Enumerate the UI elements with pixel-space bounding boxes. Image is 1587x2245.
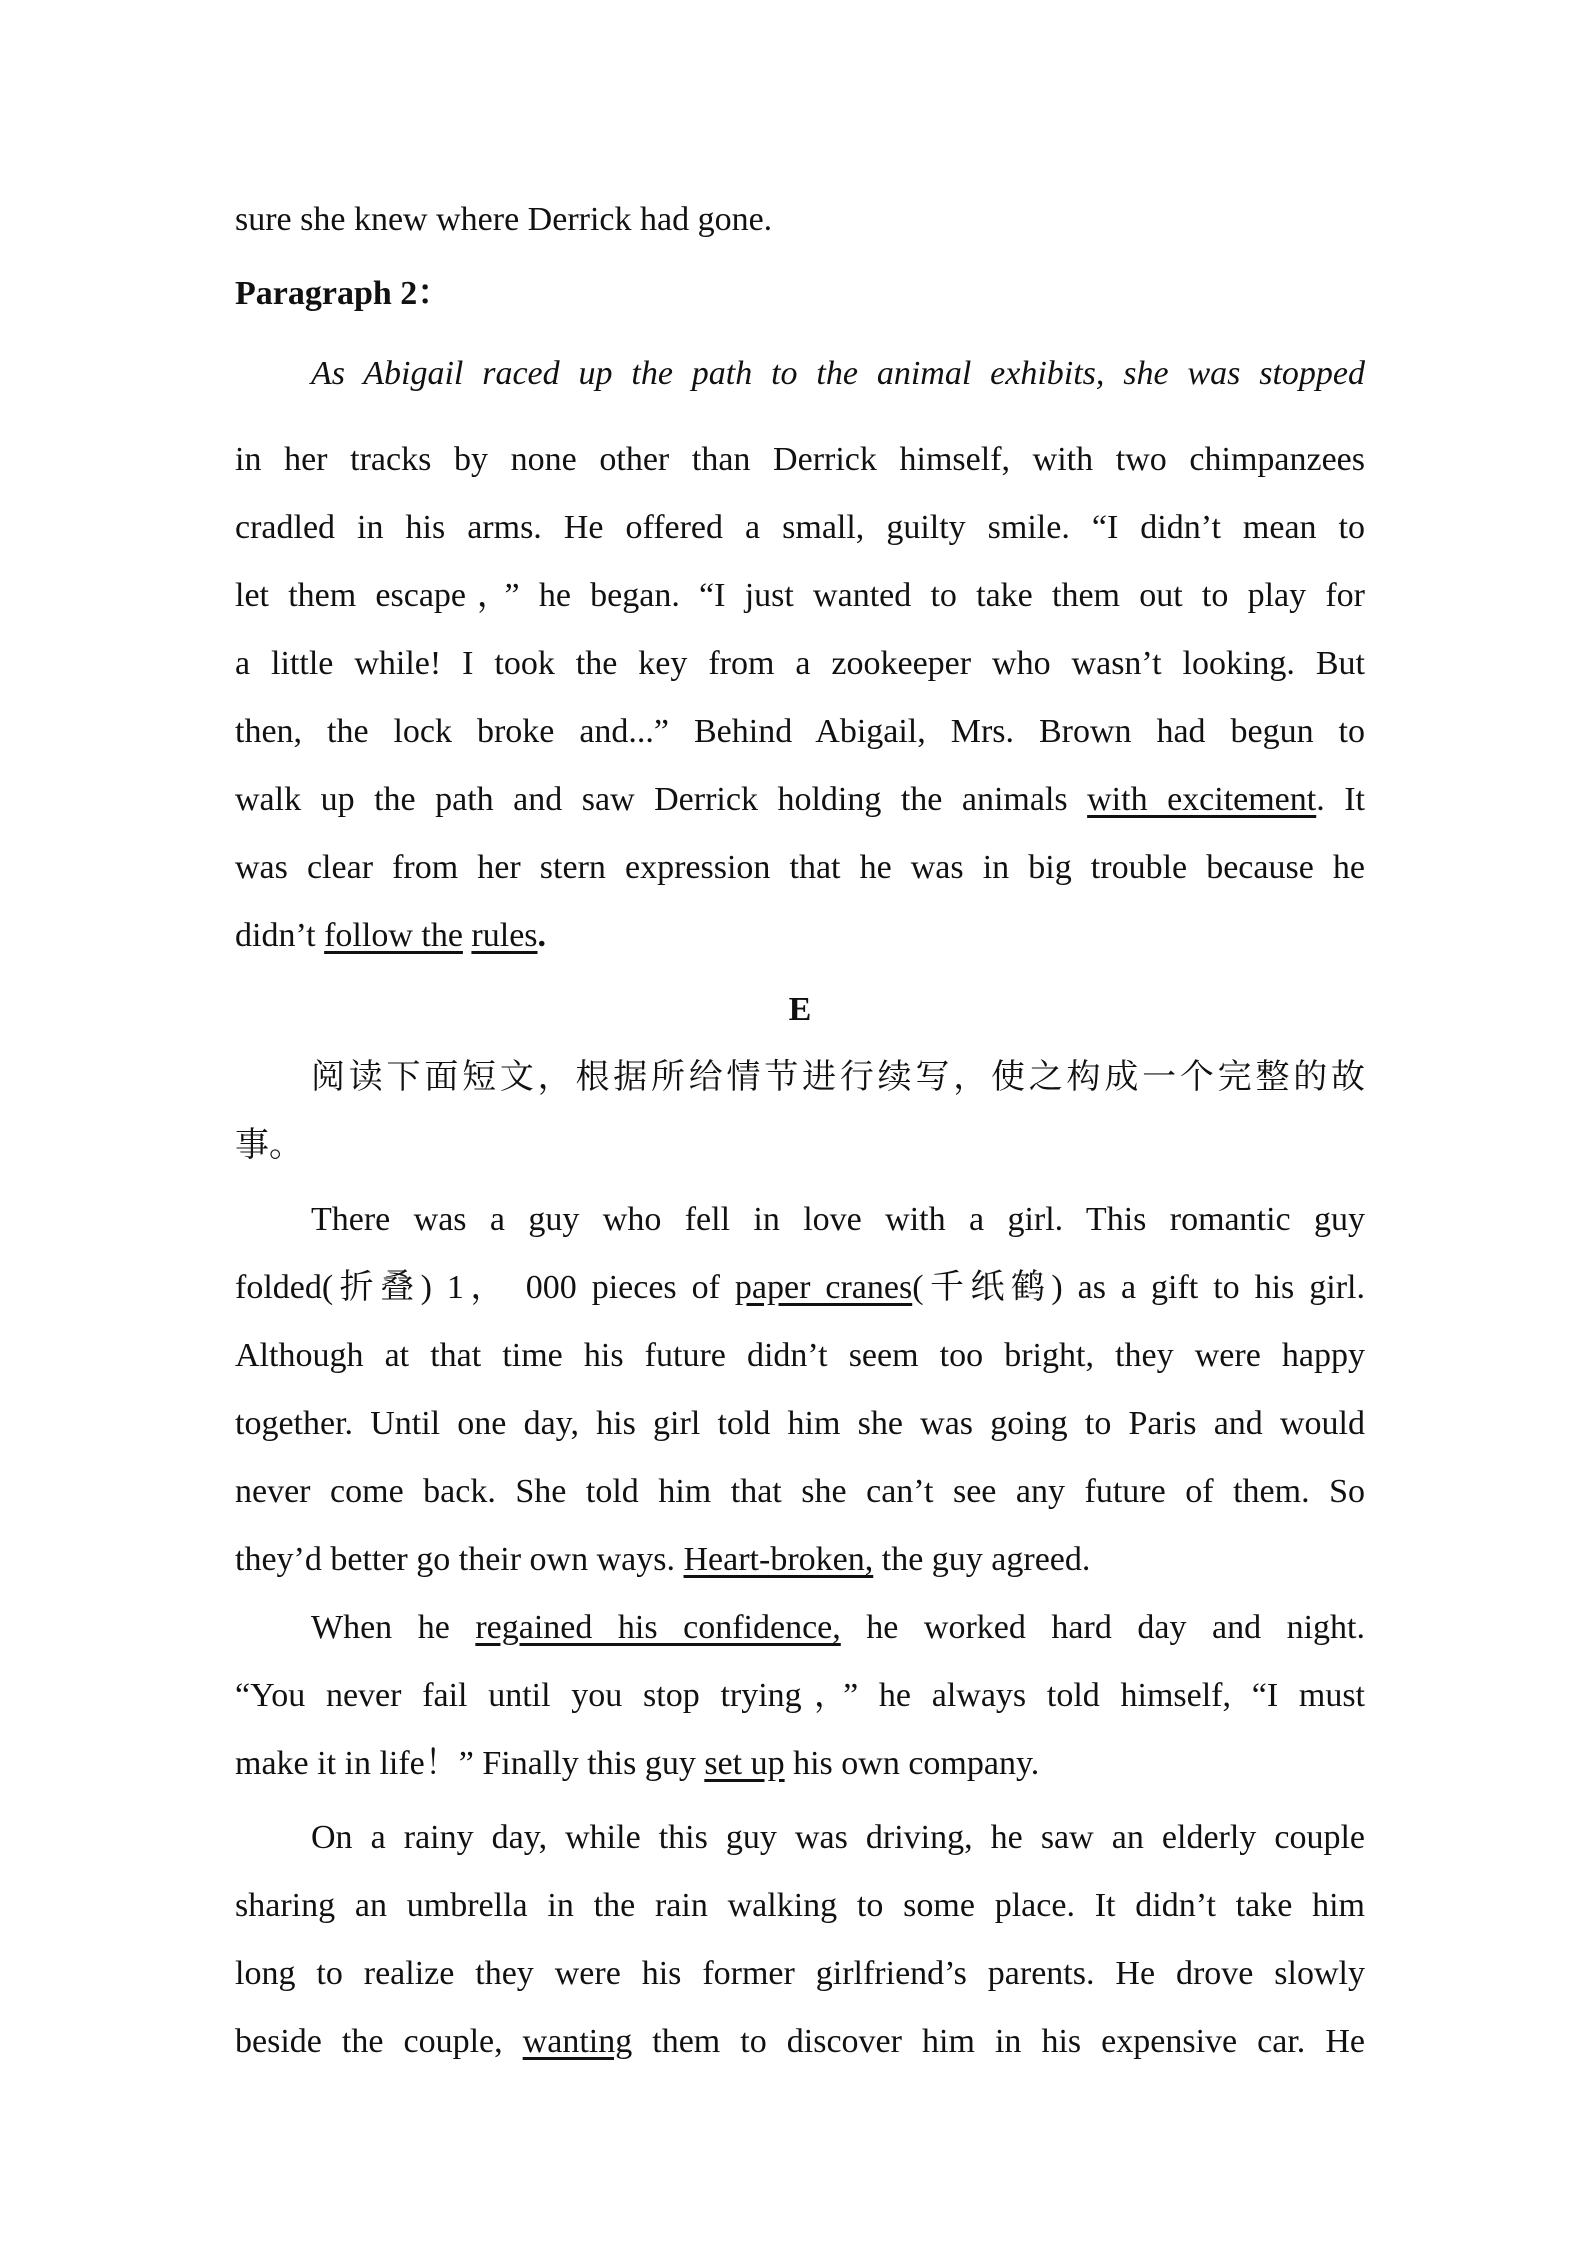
document-body xyxy=(235,186,1365,2076)
text-segment: folded(折叠) 1， 000 pieces of xyxy=(235,1269,735,1306)
text-segment: . It xyxy=(1316,781,1365,818)
text-line: let them escape，” he began. “I just wanted to take them out to play for xyxy=(235,577,1365,614)
underlined-phrase: with excitement xyxy=(1087,781,1317,818)
text-segment: walk up the path and saw Derrick holding the animals xyxy=(235,781,1088,818)
text-line xyxy=(235,902,1365,970)
text-line: together. Until one day, his girl told him she was going to Paris and would xyxy=(235,1405,1365,1442)
text-line: then, the lock broke and...” Behind Abigail, Mrs. Brown had begun to xyxy=(235,713,1365,750)
underlined-phrase: regained his confidence, xyxy=(475,1609,841,1646)
text-segment: he worked hard day and night. xyxy=(840,1609,1365,1646)
underlined-phrase: follow the xyxy=(324,917,463,954)
underlined-phrase: wanting xyxy=(522,2023,633,2060)
text-line xyxy=(235,1594,1365,1662)
underlined-phrase: paper cranes xyxy=(734,1269,913,1306)
text-line xyxy=(235,1526,1365,1594)
text-line: Although at that time his future didn’t seem too bright, they were happy xyxy=(235,1337,1365,1374)
text-line: sharing an umbrella in the rain walking to some place. It didn’t take him xyxy=(235,1887,1365,1924)
text-line: was clear from her stern expression that he was in big trouble because he xyxy=(235,849,1365,886)
text-segment: didn’t xyxy=(235,917,325,954)
text-line xyxy=(235,2008,1365,2076)
text-line xyxy=(235,766,1365,834)
section-e-heading: E xyxy=(788,991,812,1028)
text-line xyxy=(235,1254,1365,1322)
underlined-phrase: set up xyxy=(704,1745,785,1782)
instruction-line: 事。 xyxy=(235,1127,303,1164)
underlined-phrase: rules xyxy=(471,917,538,954)
paragraph-2-heading: Paragraph 2： xyxy=(235,275,452,312)
text-segment: them to discover him in his expensive car. He xyxy=(632,2023,1365,2060)
text-segment: his own company. xyxy=(784,1745,1040,1782)
text-segment: make it in life！” Finally this guy xyxy=(235,1745,705,1782)
instruction-line: 阅读下面短文，根据所给情节进行续写，使之构成一个完整的故 xyxy=(311,1059,1365,1096)
text-line: On a rainy day, while this guy was driving, he saw an elderly couple xyxy=(311,1819,1365,1856)
italic-prompt-line: As Abigail raced up the path to the animal exhibits, she was stopped xyxy=(311,355,1365,392)
text-line xyxy=(235,1730,1365,1798)
text-line: “You never fail until you stop trying，” he always told himself, “I must xyxy=(235,1677,1365,1714)
text-segment: . xyxy=(537,917,547,954)
text-segment: the guy agreed. xyxy=(873,1541,1091,1578)
text-line: cradled in his arms. He offered a small, guilty smile. “I didn’t mean to xyxy=(235,509,1365,546)
text-segment: they’d better go their own ways. xyxy=(235,1541,684,1578)
text-segment: When he xyxy=(311,1609,476,1646)
text-segment: beside the couple, xyxy=(235,2023,523,2060)
text-segment: (千纸鹤) as a gift to his girl. xyxy=(912,1269,1365,1306)
text-line: never come back. She told him that she can’t see any future of them. So xyxy=(235,1473,1365,1510)
text-line: sure she knew where Derrick had gone. xyxy=(235,201,773,238)
text-line: in her tracks by none other than Derrick himself, with two chimpanzees xyxy=(235,441,1365,478)
text-line: long to realize they were his former girlfriend’s parents. He drove slowly xyxy=(235,1955,1365,1992)
text-line: a little while! I took the key from a zookeeper who wasn’t looking. But xyxy=(235,645,1365,682)
text-line: There was a guy who fell in love with a girl. This romantic guy xyxy=(311,1201,1365,1238)
underlined-phrase: Heart-broken, xyxy=(683,1541,874,1578)
